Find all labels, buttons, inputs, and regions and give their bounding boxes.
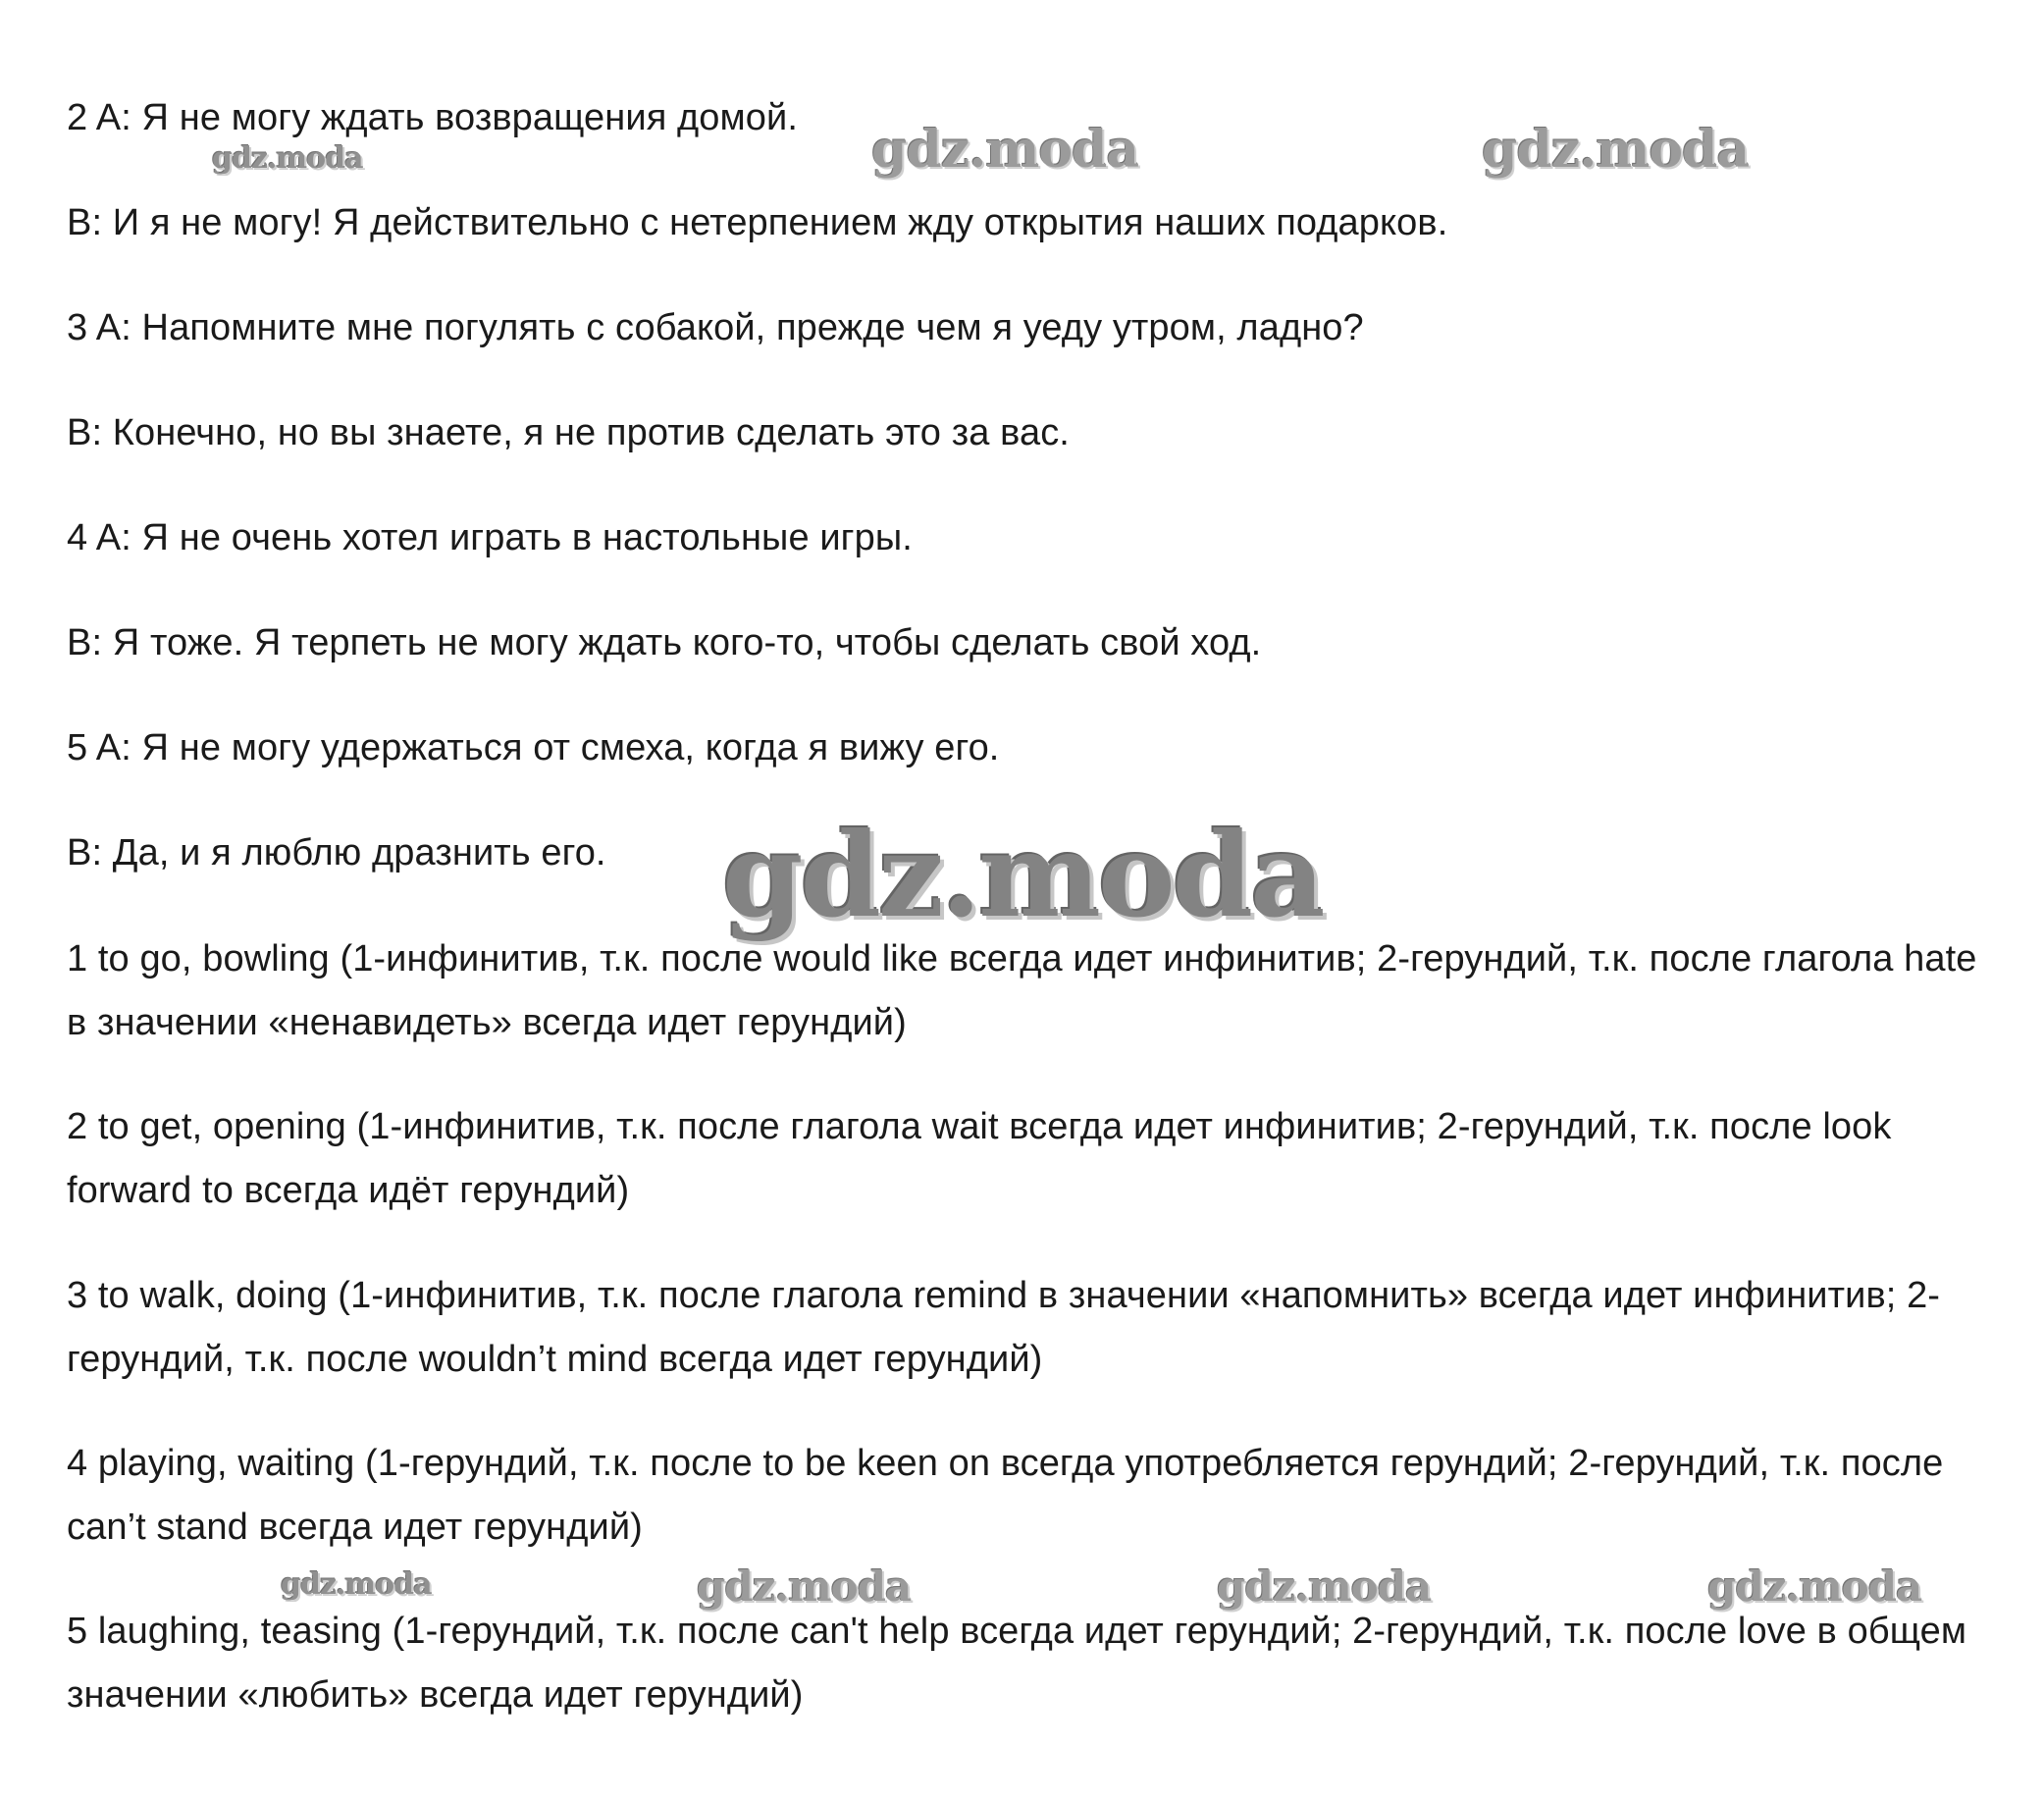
- watermark: gdz.moda: [697, 1562, 912, 1611]
- dialogue-line: B: Конечно, но вы знаете, я не против сделать это за вас.: [67, 412, 1070, 453]
- watermark: gdz.moda: [281, 1567, 432, 1602]
- answer-paragraph: 1 to go, bowling (1-инфинитив, т.к. после would like всегда идет инфинитив; 2-герундий, т.к. после глагола hate в значении «ненавидеть» всегда идет герундий): [67, 938, 1977, 1043]
- dialogue-line: 2 A: Я не могу ждать возвращения домой.: [67, 97, 798, 138]
- watermark: gdz.moda: [1482, 120, 1750, 180]
- dialogue-line: B: Да, и я люблю дразнить его.: [67, 832, 606, 874]
- dialogue-line: B: И я не могу! Я действительно с нетерпением жду открытия наших подарков.: [67, 202, 1448, 243]
- dialogue-line: B: Я тоже. Я терпеть не могу ждать кого-то, чтобы сделать свой ход.: [67, 622, 1262, 663]
- dialogue-line: 5 A: Я не могу удержаться от смеха, когда я вижу его.: [67, 727, 1000, 768]
- watermark: gdz.moda: [212, 141, 363, 176]
- dialogue-line: 4 A: Я не очень хотел играть в настольные игры.: [67, 517, 913, 558]
- watermark: gdz.moda: [1217, 1562, 1432, 1611]
- answer-paragraph: 3 to walk, doing (1-инфинитив, т.к. после глагола remind в значении «напомнить» всегда идет инфинитив; 2-герундий, т.к. после wouldn’t mind всегда идет герундий): [67, 1275, 1941, 1380]
- answer-paragraph: 5 laughing, teasing (1-герундий, т.к. после can't help всегда идет герундий; 2-герундий, т.к. после love в общем значении «любить» всегда идет герундий): [67, 1611, 1967, 1716]
- answer-paragraph: 4 playing, waiting (1-герундий, т.к. после to be keen on всегда употребляется герундий; 2-герундий, т.к. после can’t stand всегда идет герундий): [67, 1443, 1944, 1548]
- answer-paragraph: 2 to get, opening (1-инфинитив, т.к. после глагола wait всегда идет инфинитив; 2-герундий, т.к. после look forward to всегда идёт герундий): [67, 1106, 1892, 1211]
- dialogue-line: 3 A: Напомните мне погулять с собакой, прежде чем я уеду утром, ладно?: [67, 307, 1364, 348]
- watermark: gdz.moda: [871, 120, 1139, 180]
- watermark: gdz.moda: [722, 807, 1323, 943]
- watermark: gdz.moda: [1707, 1562, 1922, 1611]
